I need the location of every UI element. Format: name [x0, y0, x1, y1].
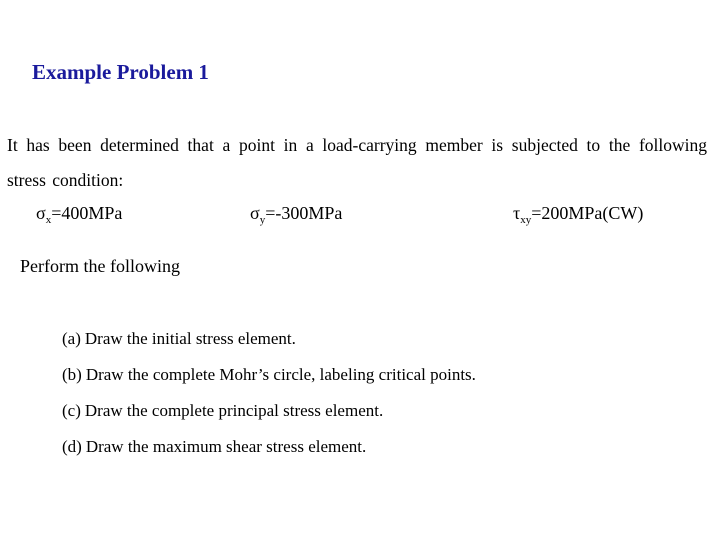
- stress-value: =200MPa(CW): [531, 203, 644, 223]
- page-title: Example Problem 1: [32, 60, 209, 84]
- sigma-symbol: σ: [250, 203, 260, 223]
- intro-paragraph: It has been determined that a point in a load-carrying member is subjected to the following stress condition:: [7, 135, 707, 190]
- stress-subscript: xy: [520, 214, 532, 226]
- task-letter: (a): [62, 329, 81, 348]
- task-item: [62, 363, 476, 399]
- task-text: Draw the complete Mohr’s circle, labeling critical points.: [85, 365, 476, 384]
- task-item: [62, 399, 476, 435]
- instructions-heading: Perform the following: [20, 256, 180, 276]
- stress-subscript: x: [45, 214, 52, 226]
- task-text: Draw the initial stress element.: [84, 329, 296, 348]
- task-letter: (b): [62, 365, 82, 384]
- sigma-symbol: σ: [36, 203, 46, 223]
- task-letter: (c): [62, 401, 81, 420]
- task-text: Draw the complete principal stress element.: [84, 401, 384, 420]
- task-text: Draw the maximum shear stress element.: [85, 437, 367, 456]
- stress-tau-xy: [513, 203, 643, 226]
- task-item: [62, 435, 476, 471]
- stress-sigma-y: [250, 203, 342, 226]
- tau-symbol: τ: [513, 203, 521, 223]
- stress-sigma-x: [36, 203, 122, 226]
- stress-subscript: y: [259, 214, 266, 226]
- task-letter: (d): [62, 437, 82, 456]
- stress-value: =-300MPa: [265, 203, 343, 223]
- stress-value: =400MPa: [51, 203, 123, 223]
- task-list: [62, 327, 476, 471]
- task-item: [62, 327, 476, 363]
